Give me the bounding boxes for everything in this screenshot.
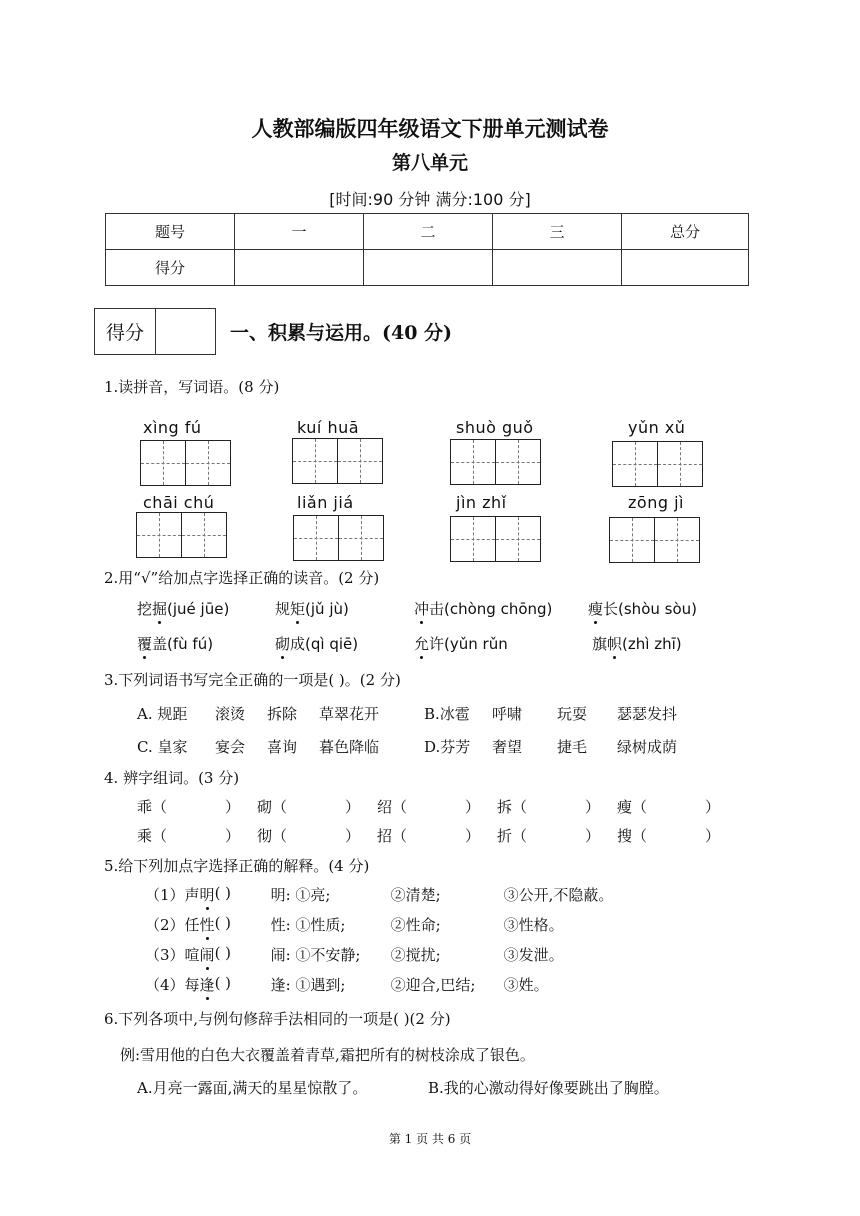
pinyin-label: shuò guǒ bbox=[456, 418, 534, 437]
pinyin-label: yǔn xǔ bbox=[628, 418, 686, 437]
q4-char: 彻（ bbox=[257, 827, 288, 845]
question-1-prompt: 1.读拼音，写词语。(8 分) bbox=[104, 378, 280, 396]
writing-grid[interactable] bbox=[609, 517, 700, 563]
question-6-prompt: 6.下列各项中,与例句修辞手法相同的一项是( )(2 分) bbox=[104, 1010, 451, 1028]
table-cell[interactable] bbox=[622, 250, 749, 286]
table-cell: 总分 bbox=[622, 214, 749, 250]
writing-grid[interactable] bbox=[293, 515, 384, 561]
q4-close: ） bbox=[705, 798, 721, 816]
q4-char: 瘦（ bbox=[617, 798, 648, 816]
section-score-label: 得分 bbox=[95, 309, 156, 354]
table-cell: 一 bbox=[235, 214, 364, 250]
q4-char: 砌（ bbox=[257, 798, 288, 816]
q4-line bbox=[137, 796, 720, 817]
q4-char: 绍（ bbox=[377, 798, 408, 816]
writing-grid[interactable] bbox=[612, 441, 703, 487]
q4-close: ） bbox=[465, 827, 481, 845]
q3-option-line bbox=[137, 736, 677, 757]
table-cell[interactable] bbox=[364, 250, 493, 286]
table-cell: 题号 bbox=[106, 214, 235, 250]
q6-option-a: A.月亮一露面,满天的星星惊散了。 bbox=[137, 1079, 368, 1097]
writing-grid[interactable] bbox=[140, 440, 231, 486]
word: 奢望 bbox=[492, 738, 523, 756]
section-title: 一、积累与运用。(40 分) bbox=[230, 322, 453, 344]
word: 瑟瑟发抖 bbox=[617, 705, 678, 723]
q5-item: （1）声 明 ( ) 明: ①亮; ②清楚; ③公开,不隐蔽。 bbox=[145, 884, 614, 904]
q6-option-b: B.我的心激动得好像要跳出了胸膛。 bbox=[428, 1079, 669, 1097]
q4-close: ） bbox=[585, 798, 601, 816]
q3-option-line bbox=[137, 703, 677, 724]
q4-line bbox=[137, 825, 720, 846]
q4-char: 折（ bbox=[497, 827, 528, 845]
q5-item: （4）每 逢 ( ) 逢: ①遇到; ②迎合,巴结; ③姓。 bbox=[145, 974, 549, 994]
word: 玩耍 bbox=[557, 705, 588, 723]
pinyin-label: kuí huā bbox=[297, 418, 360, 437]
score-table-score-row bbox=[106, 250, 749, 286]
exam-title: 人教部编版四年级语文下册单元测试卷 bbox=[251, 116, 609, 141]
q2-item: 冲击(chòng chōng) bbox=[414, 600, 553, 618]
score-table-header-row bbox=[106, 214, 749, 250]
word: B.冰雹 bbox=[424, 705, 470, 723]
writing-grid[interactable] bbox=[292, 438, 383, 484]
section-score-box bbox=[94, 308, 216, 355]
question-3-prompt: 3.下列词语书写完全正确的一项是( )。(2 分) bbox=[104, 671, 401, 689]
q4-char: 拆（ bbox=[497, 798, 528, 816]
unit-title: 第八单元 bbox=[391, 152, 468, 174]
pinyin-label: zōng jì bbox=[628, 493, 684, 512]
q4-char: 乖（ bbox=[137, 798, 168, 816]
q4-char: 搜（ bbox=[617, 827, 648, 845]
exam-meta: [时间:90 分钟 满分:100 分] bbox=[329, 190, 531, 209]
q2-item: 覆盖(fù fú) bbox=[137, 635, 214, 653]
q4-close: ） bbox=[585, 827, 601, 845]
q4-close: ） bbox=[225, 798, 241, 816]
pinyin-label: chāi chú bbox=[143, 493, 215, 512]
q4-close: ） bbox=[345, 798, 361, 816]
q2-item: 瘦长(shòu sòu) bbox=[588, 600, 697, 618]
word: 呼啸 bbox=[492, 705, 523, 723]
pinyin-label: liǎn jiá bbox=[297, 493, 354, 512]
q5-item: （3）喧 闹 ( ) 闹: ①不安静; ②搅扰; ③发泄。 bbox=[145, 944, 564, 964]
table-cell[interactable] bbox=[493, 250, 622, 286]
question-5-prompt: 5.给下列加点字选择正确的解释。(4 分) bbox=[104, 857, 370, 875]
q2-item: 允许(yǔn rǔn bbox=[414, 635, 508, 653]
q4-char: 招（ bbox=[377, 827, 408, 845]
word: 拆除 bbox=[267, 705, 298, 723]
q4-close: ） bbox=[465, 798, 481, 816]
writing-grid[interactable] bbox=[136, 512, 227, 558]
table-cell: 三 bbox=[493, 214, 622, 250]
table-cell: 二 bbox=[364, 214, 493, 250]
score-table bbox=[105, 213, 749, 286]
q4-close: ） bbox=[345, 827, 361, 845]
word: 宴会 bbox=[215, 738, 246, 756]
q5-item: （2）任 性 ( ) 性: ①性质; ②性命; ③性格。 bbox=[145, 914, 564, 934]
pinyin-label: jìn zhǐ bbox=[456, 493, 507, 512]
question-2-prompt: 2.用“√”给加点字选择正确的读音。(2 分) bbox=[104, 569, 380, 587]
word: 喜询 bbox=[267, 738, 298, 756]
word: 滚烫 bbox=[215, 705, 246, 723]
word: 暮色降临 bbox=[319, 738, 380, 756]
writing-grid[interactable] bbox=[450, 439, 541, 485]
word: 捷毛 bbox=[557, 738, 588, 756]
q4-close: ） bbox=[705, 827, 721, 845]
table-cell: 得分 bbox=[106, 250, 235, 286]
table-cell[interactable] bbox=[235, 250, 364, 286]
q2-item: 砌成(qì qiē) bbox=[275, 635, 359, 653]
q4-close: ） bbox=[225, 827, 241, 845]
q2-item: 规矩(jǔ jù) bbox=[275, 600, 349, 618]
word: C. 皇家 bbox=[137, 738, 188, 756]
q6-example: 例:雪用他的白色大衣覆盖着青草,霜把所有的树枝涂成了银色。 bbox=[120, 1046, 535, 1064]
pinyin-label: xìng fú bbox=[143, 418, 202, 437]
section-score-blank[interactable] bbox=[156, 309, 215, 354]
q4-char: 乘（ bbox=[137, 827, 168, 845]
q2-item: 旗帜(zhì zhī) bbox=[592, 635, 682, 653]
word: 绿树成荫 bbox=[617, 738, 678, 756]
question-4-prompt: 4. 辨字组词。(3 分) bbox=[104, 769, 240, 787]
writing-grid[interactable] bbox=[450, 516, 541, 562]
word: 草翠花开 bbox=[319, 705, 380, 723]
page-footer: 第 1 页 共 6 页 bbox=[388, 1132, 472, 1146]
word: D.芬芳 bbox=[424, 738, 471, 756]
word: A. 规距 bbox=[137, 705, 188, 723]
q2-item: 挖掘(jué jūe) bbox=[137, 600, 230, 618]
